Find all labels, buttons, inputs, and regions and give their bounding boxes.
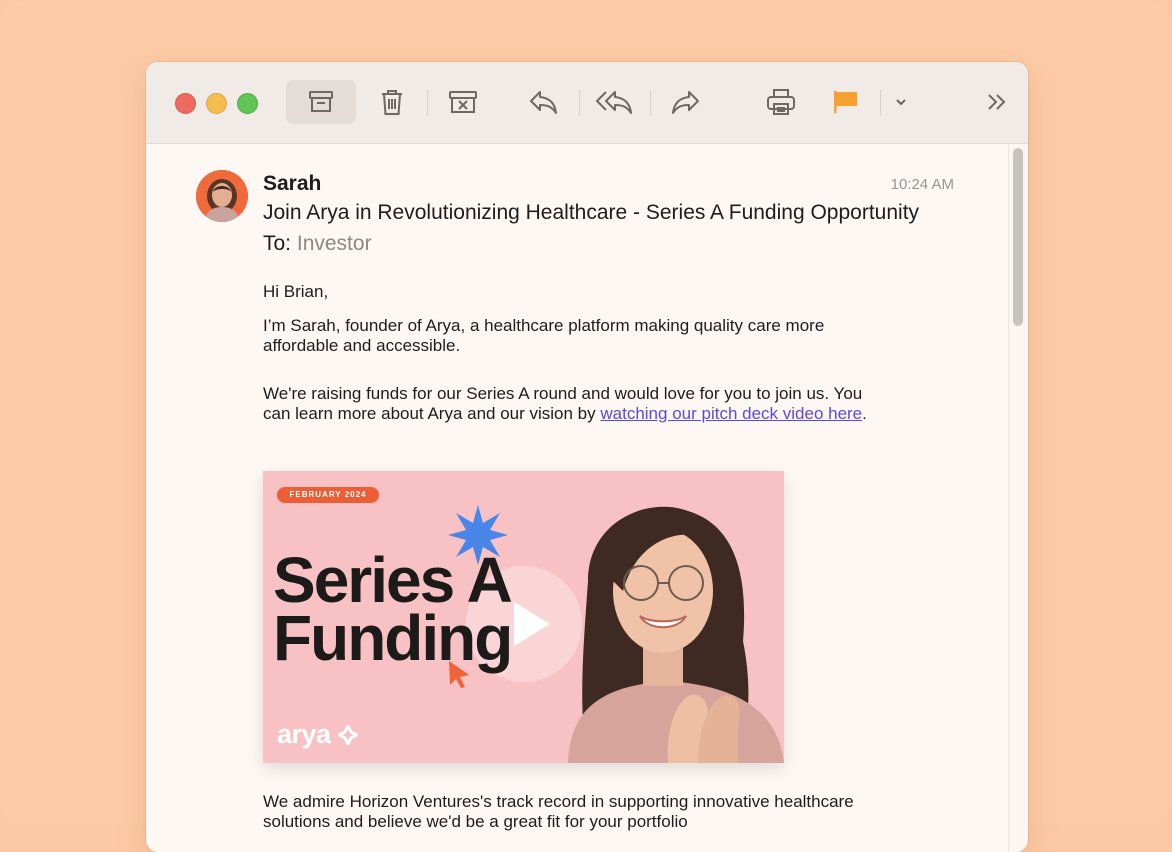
forward-button[interactable] (651, 80, 721, 124)
arya-logo-mark-icon (338, 725, 358, 745)
toolbar (146, 62, 1028, 144)
minimize-window-button[interactable] (206, 93, 227, 114)
flag-menu-button[interactable] (884, 80, 918, 124)
reply-all-icon (595, 89, 633, 115)
reply-icon (528, 89, 558, 115)
forward-icon (671, 89, 701, 115)
archive-icon (308, 89, 334, 115)
headline-line-2: Funding (273, 602, 512, 674)
reply-button[interactable] (508, 80, 578, 124)
reply-all-button[interactable] (579, 80, 649, 124)
zoom-window-button[interactable] (237, 93, 258, 114)
scrollbar-thumb[interactable] (1013, 148, 1023, 326)
more-button[interactable] (972, 80, 1022, 124)
junk-icon (448, 89, 478, 115)
trash-icon (379, 88, 405, 116)
greeting: Hi Brian, (263, 282, 329, 301)
message-view (146, 144, 1006, 852)
body-paragraph-2 (263, 384, 883, 424)
arya-logo (277, 719, 358, 750)
pitch-deck-link[interactable]: watching our pitch deck video here (600, 404, 863, 423)
body-paragraph-1: I’m Sarah, founder of Arya, a healthcare platform making quality care more affordable and accessible. (263, 316, 825, 355)
double-chevron-right-icon (986, 93, 1008, 111)
chevron-down-icon (895, 98, 907, 106)
received-time: 10:24 AM (890, 176, 954, 193)
body-paragraph-3: We admire Horizon Ventures's track record in supporting innovative healthcare solutions and believe we'd be a great fit for your portfolio (263, 792, 854, 831)
sender-name: Sarah (263, 172, 322, 195)
body-paragraph-2-text: We're raising funds for our Series A round and would love for you to join us. You can learn more about Arya and our vision by (263, 384, 863, 423)
recipient-line (263, 232, 372, 256)
junk-button[interactable] (428, 80, 498, 124)
body-paragraph-2-end: . (862, 404, 867, 423)
avatar (196, 170, 248, 222)
to-label: To: (263, 232, 292, 255)
email-subject: Join Arya in Revolutionizing Healthcare - Series A Funding Opportunity (263, 201, 920, 224)
recipient-name[interactable]: Investor (296, 232, 372, 255)
printer-icon (766, 88, 796, 116)
flag-icon (831, 89, 859, 115)
headline-line-1: Series A (273, 544, 511, 616)
presenter-photo (548, 491, 784, 763)
video-headline (273, 544, 512, 674)
print-button[interactable] (746, 80, 816, 124)
archive-button[interactable] (286, 80, 356, 124)
mail-window (146, 62, 1028, 852)
pitch-deck-video-thumbnail[interactable] (263, 471, 784, 763)
flag-button[interactable] (820, 80, 870, 124)
toolbar-separator (880, 90, 881, 116)
scrollbar[interactable] (1008, 144, 1028, 852)
cursor-icon (447, 659, 471, 689)
brand-name: arya (277, 719, 331, 749)
delete-button[interactable] (357, 80, 427, 124)
close-window-button[interactable] (175, 93, 196, 114)
date-badge: FEBRUARY 2024 (277, 487, 379, 503)
